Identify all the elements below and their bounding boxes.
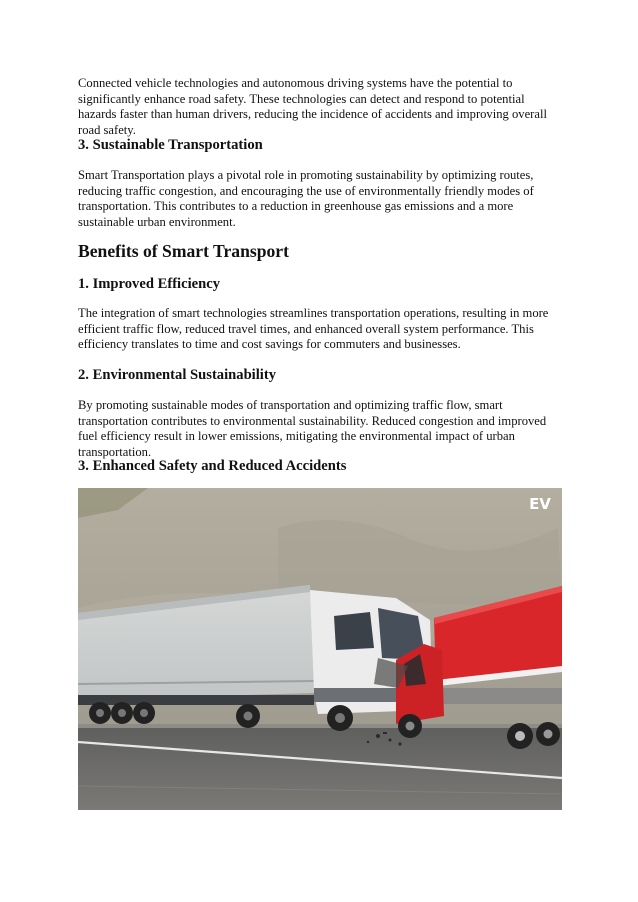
environmental-sustainability-paragraph: By promoting sustainable modes of transportation and optimizing traffic flow, smart transportation contributes to environmental sustainability. Reduced congestion and improved fuel efficiency result in lower emissions, mitigating the environmental impact of urban transportation.: [78, 398, 547, 459]
sustainable-transportation-heading: 3. Sustainable Transportation: [78, 137, 263, 153]
road: [78, 726, 562, 810]
white-truck: [78, 585, 433, 731]
enhanced-safety-heading: 3. Enhanced Safety and Reduced Accidents: [78, 458, 347, 474]
intro-paragraph: Connected vehicle technologies and autonomous driving systems have the potential to significantly enhance road safety. These technologies can detect and respond to potential hazards faster than human drivers, reducing the incidence of accidents and improving overall road safety.: [78, 76, 547, 137]
ev-logo-text: EV: [529, 495, 551, 513]
improved-efficiency-heading: 1. Improved Efficiency: [78, 276, 221, 292]
sustainable-transportation-paragraph: Smart Transportation plays a pivotal role in promoting sustainability by optimizing routes, reducing traffic congestion, and encouraging the use of environmentally friendly modes of transportation. This contributes to a reduction in greenhouse gas emissions and a more sustainable urban environment.: [78, 168, 534, 229]
truck-collision-photo: [78, 488, 562, 810]
environmental-sustainability-heading: 2. Environmental Sustainability: [78, 367, 277, 383]
benefits-heading: Benefits of Smart Transport: [78, 241, 289, 261]
improved-efficiency-paragraph: The integration of smart technologies streamlines transportation operations, resulting in more efficient traffic flow, reduced travel times, and enhanced overall system performance. This efficiency translates to time and cost savings for commuters and businesses.: [78, 306, 549, 352]
ev-logo: [524, 494, 556, 513]
